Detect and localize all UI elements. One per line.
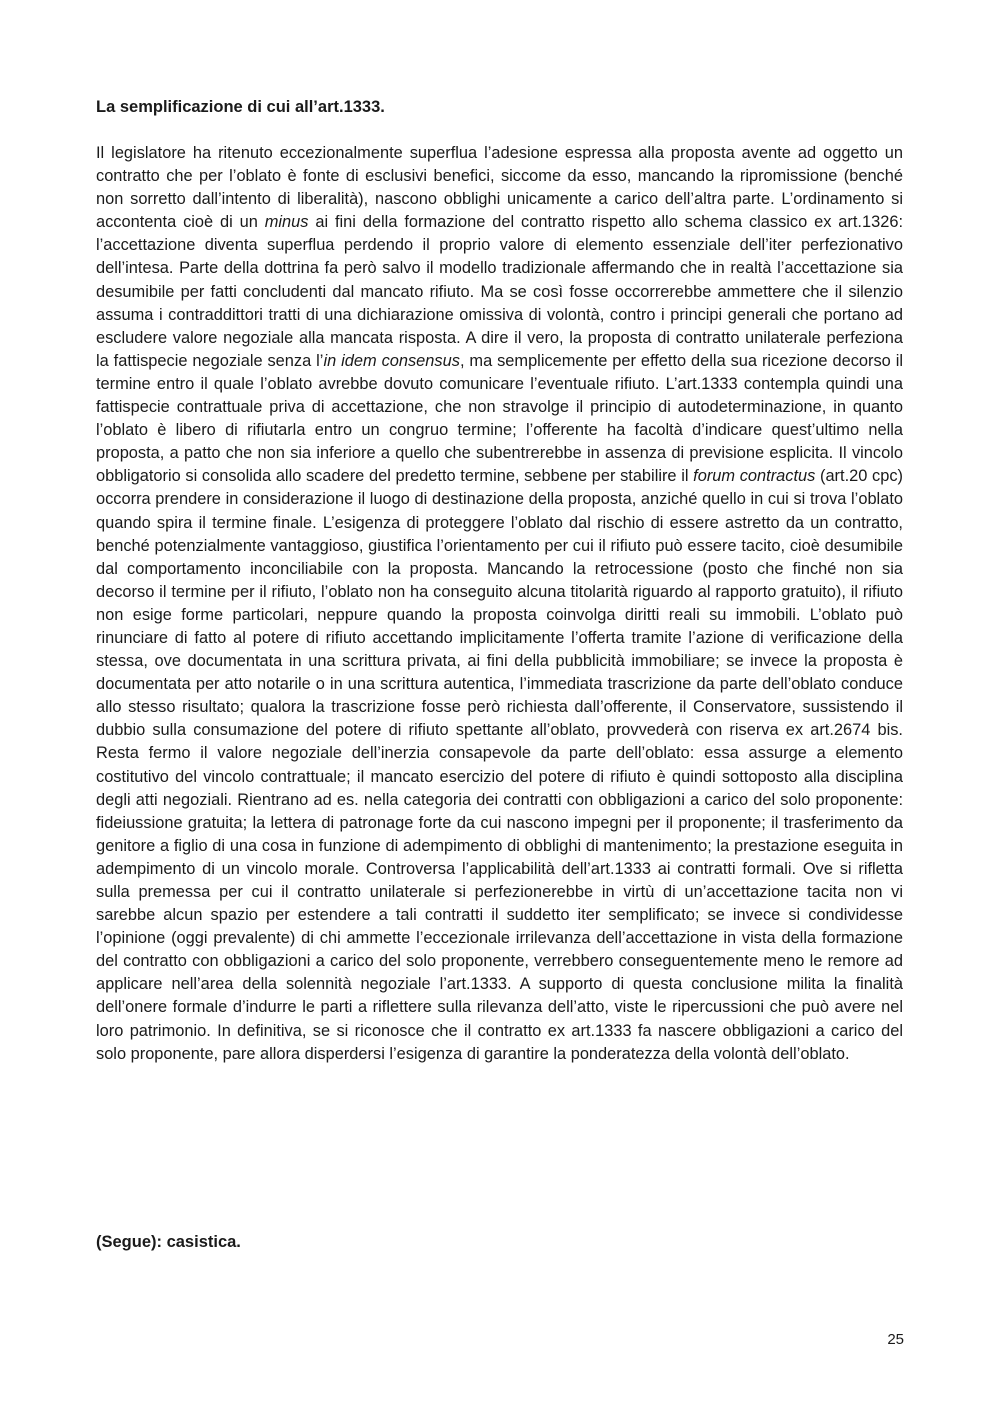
italic-term: in idem consensus: [323, 351, 460, 370]
page-number: 25: [887, 1331, 904, 1348]
text-run: (art.20 cpc) occorra prendere in considerazione il luogo di destinazione della proposta, anziché quello in cui si trova l’oblato quando spira il termine finale. L’esigenza di proteggere l’oblato dal rischio di essere astretto da un contratto, benché potenzialmente vantaggioso, giustifica l’orientamento per cui il rifiuto può essere tacito, cioè desumibile dal comportamento inconciliabile con la proposta. Mancando la retrocessione (posto che finché non sia decorso il termine per il rifiuto, l’oblato non ha conseguito alcuna titolarità riguardo al rapporto gratuito), il rifiuto non esige forme particolari, neppure quando la proposta coinvolga diritti reali su immobili. L’oblato può rinunciare di fatto al potere di rifiuto accettando implicitamente l’offerta tramite l’azione di verificazione della stessa, ove documentata in una scrittura privata, ai fini della pubblicità immobiliare; se invece la proposta è documentata per atto notarile o in una scrittura autentica, l’immediata trascrizione da parte dell’oblato conduce allo stesso risultato; qualora la trascrizione fosse però richiesta dall’offerente, il Conservatore, sussistendo il dubbio sulla consumazione del potere di rifiuto spettante all’oblato, provvederà con riserva ex art.2674 bis. Resta fermo il valore negoziale dell’inerzia consapevole da parte dell’oblato: essa assurge a elemento costitutivo del vincolo contrattuale; il mancato esercizio del potere di rifiuto è quindi sottoposto alla disciplina degli atti negoziali. Rientrano ad es. nella categoria dei contratti con obbligazioni a carico del solo proponente: fideiussione gratuita; la lettera di patronage forte da cui nascono impegni per il proponente; il trasferimento da genitore a figlio di una cosa in funzione di adempimento di obblighi di mantenimento; la prestazione eseguita in adempimento di un vincolo morale. Controversa l’applicabilità dell’art.1333 ai contratti formali. Ove si rifletta sulla premessa per cui il contratto unilaterale si perfezionerebbe in virtù di un’accettazione tacita non vi sarebbe alcun spazio per estendere a tali contratti il suddetto iter semplificato; se invece si condividesse l’opinione (oggi prevalente) di chi ammette l’eccezionale irrilevanza dell’accettazione in vista della formazione del contratto con obbligazioni a carico del solo proponente, verrebbero conseguentemente meno le remore ad applicare nell’area della solennità negoziale l’art.1333. A supporto di questa conclusione milita la finalità dell’onere formale d’indurre le parti a riflettere sulla rilevanza dell’atto, viste le ripercussioni che può avere nel loro patrimonio. In definitiva, se si riconosce che il contratto ex art.1333 fa nascere obbligazioni a carico del solo proponente, pare allora disperdersi l’esigenza di garantire la ponderatezza della volontà dell’oblato.: [96, 467, 903, 1063]
text-run: , ma semplicemente per effetto della sua ricezione decorso il termine entro il quale l’oblato avrebbe dovuto comunicare l’eventuale rifiuto. L’art.1333 contempla quindi una fattispecie contrattuale priva di accettazione, che non stravolge il principio di autodeterminazione, in quanto l’oblato è libero di rifiutarla entro un congruo termine; l’offerente ha facoltà d’indicare quest’ultimo nella proposta, a patto che non sia inferiore a quello che subentrerebbe in assenza di previsione esplicita. Il vincolo obbligatorio si consolida allo scadere del predetto termine, sebbene per stabilire il: [96, 351, 903, 486]
italic-term: forum contractus: [693, 467, 816, 486]
next-section-title: (Segue): casistica.: [96, 1233, 241, 1251]
text-run: Il legislatore ha ritenuto eccezionalmente superflua l’adesione espressa alla proposta avente ad oggetto un contratto che per l’oblato è fonte di esclusivi benefici, siccome da esso, mancando la ripromissione (benché non sorretto dall’intento di liberalità), nascono obblighi unicamente a carico dell’altra parte. L’ordinamento si accontenta cioè di un: [96, 144, 903, 232]
italic-term: minus: [264, 213, 309, 232]
section-title: La semplificazione di cui all’art.1333.: [96, 98, 385, 116]
body-paragraph: [96, 142, 903, 1066]
text-run: ai fini della formazione del contratto rispetto allo schema classico ex art.1326: l’accettazione diventa superflua perdendo il proprio valore di elemento essenziale dell’iter perfezionativo dell’intesa. Parte della dottrina fa però salvo il modello tradizionale affermando che in realtà l’accettazione sia desumibile per fatti concludenti dal mancato rifiuto. Ma se così fosse occorrerebbe ammettere che il silenzio assuma i contraddittori tratti di una dichiarazione omissiva di volontà, contro i principi generali che portano ad escludere valore negoziale alla mancata risposta. A dire il vero, la proposta di contratto unilaterale perfeziona la fattispecie negoziale senza l’: [96, 213, 903, 370]
